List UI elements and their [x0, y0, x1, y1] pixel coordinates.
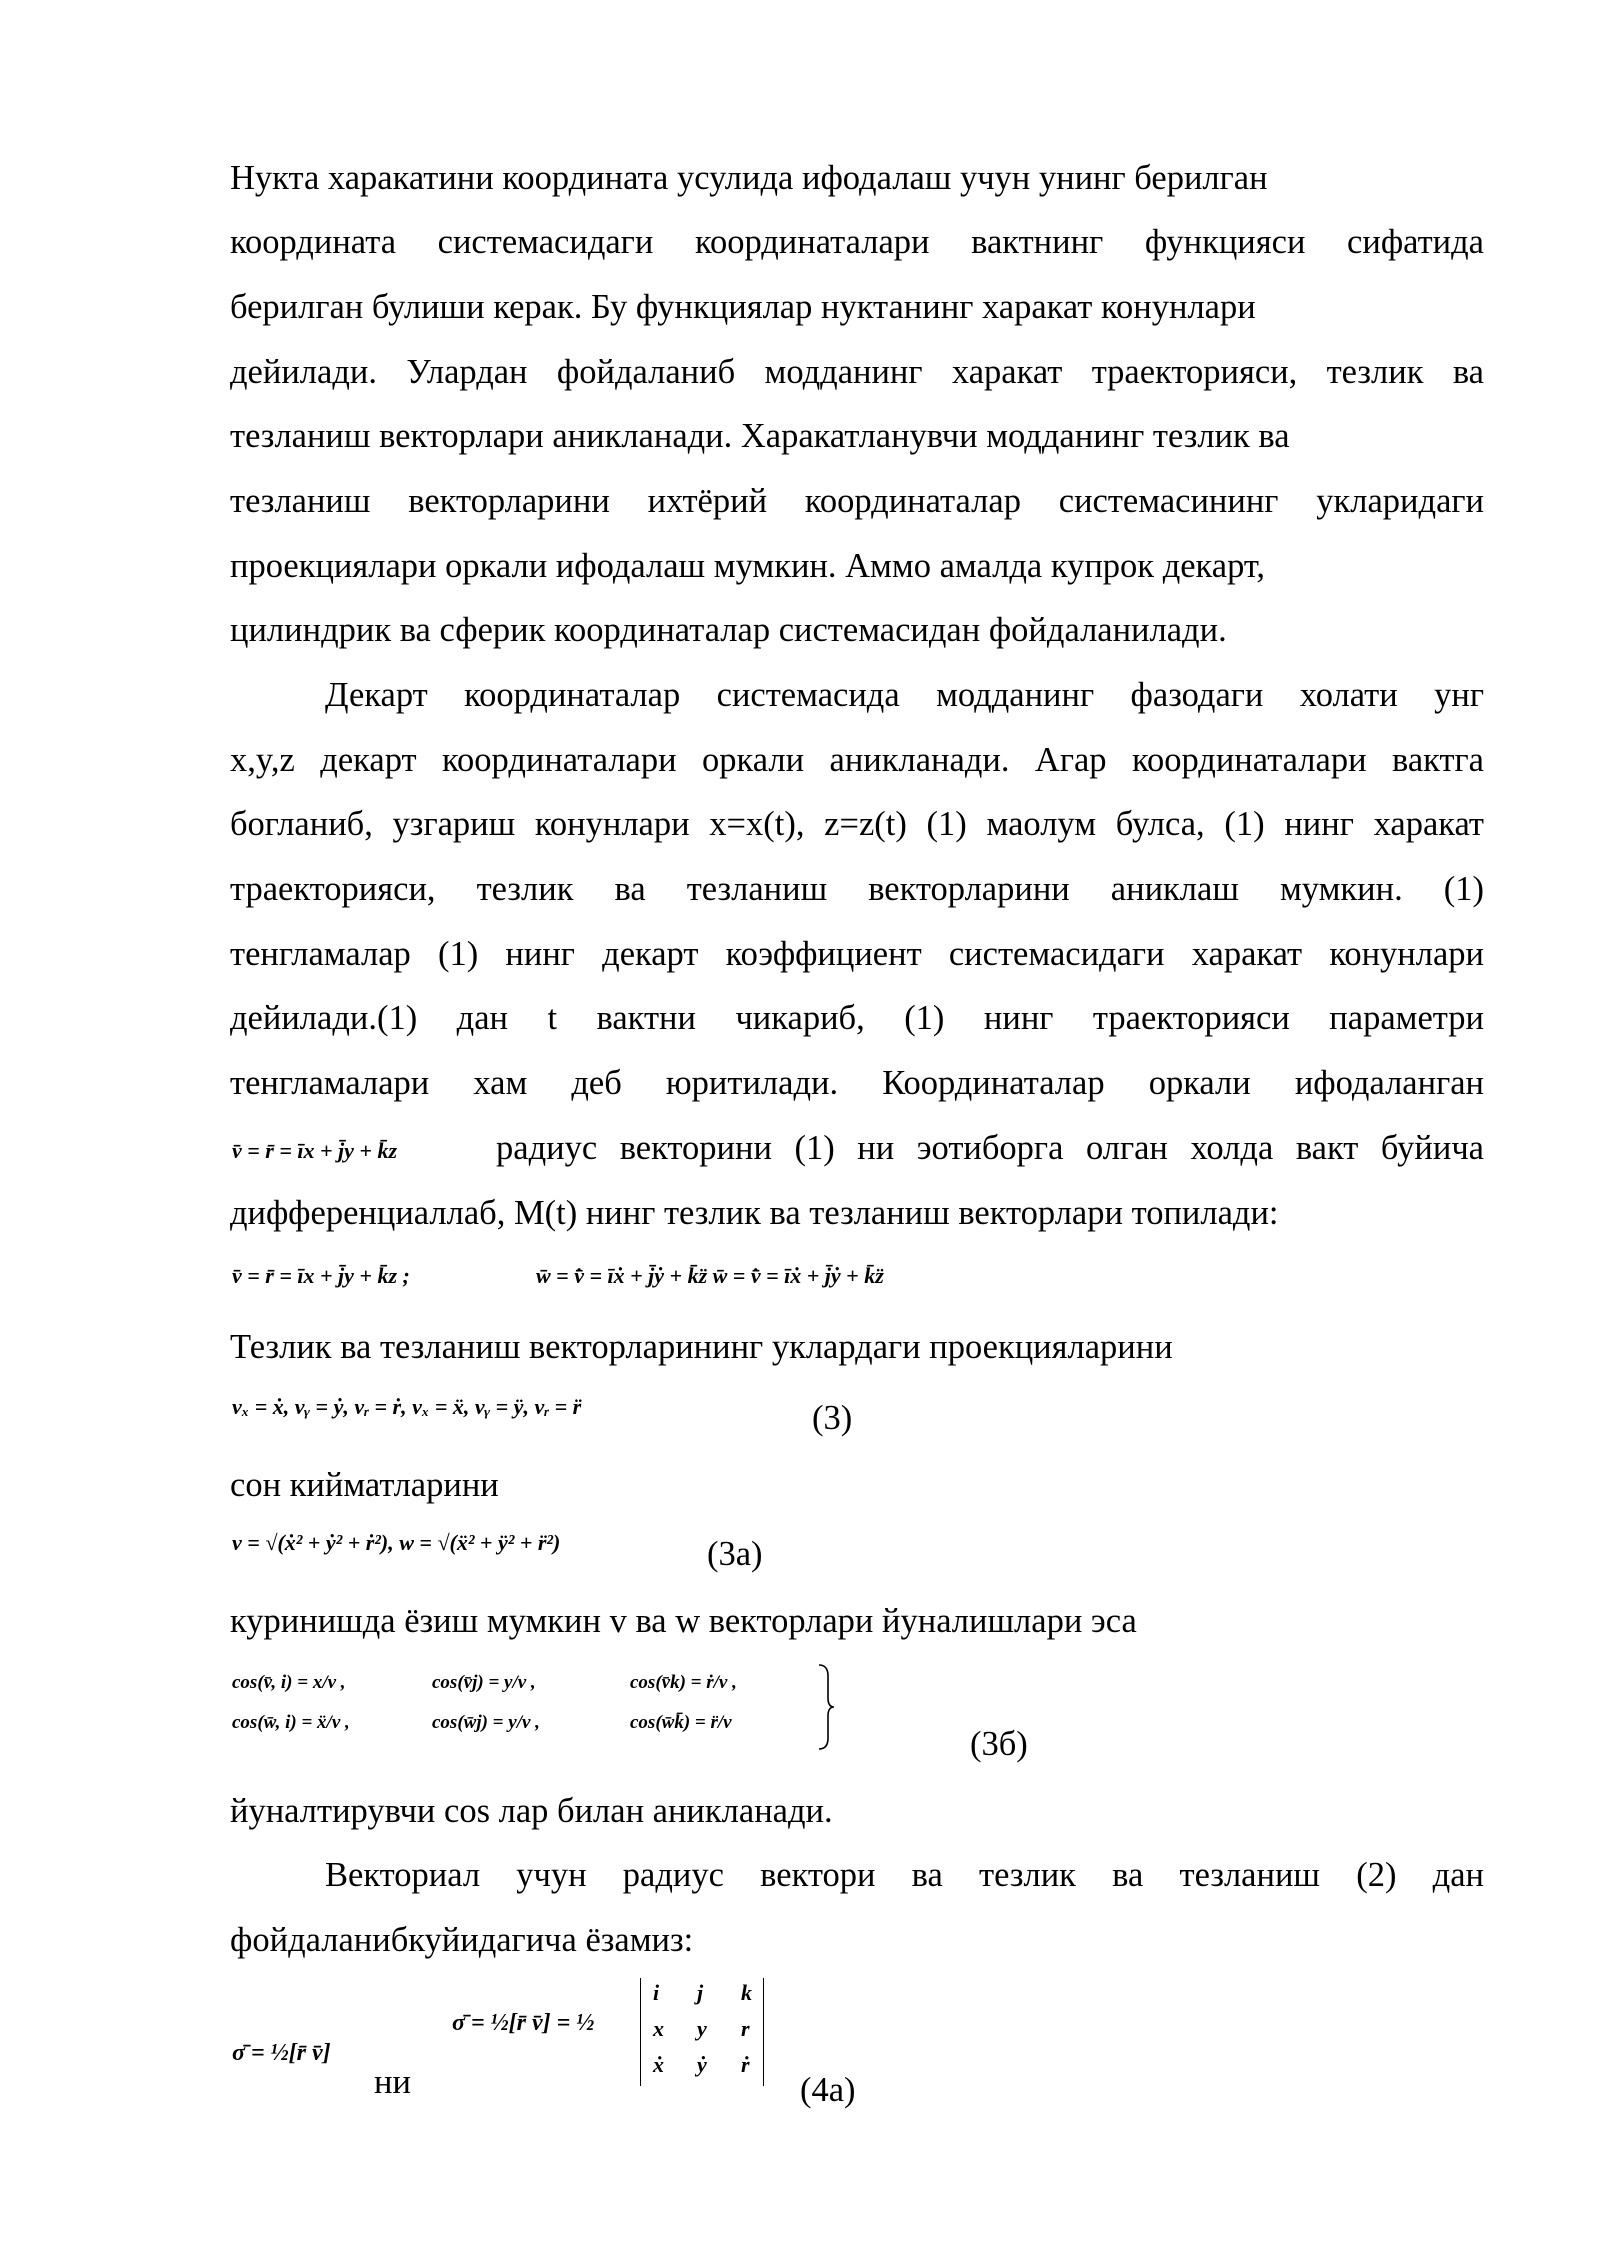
det-cell: k: [741, 1980, 752, 2005]
text-line: тенгламалари хам деб юритилади. Координаталар оркали ифодаланган: [230, 1064, 1484, 1102]
text-line: Тезлик ва тезланиш векторларининг уклардаги проекцияларини: [230, 1328, 1173, 1366]
radius-vector-equation: v̄ = r̄ = īx + j̄y + k̄z: [232, 1138, 398, 1163]
equation-number: (3): [812, 1399, 853, 1437]
det-cell: r: [741, 2016, 750, 2041]
det-cell: j: [697, 1980, 704, 2005]
projection-equations: vₓ = ẋ, vᵧ = ẏ, vᵣ = ṙ, vₓ = ẍ, vᵧ = ÿ, vᵣ = r̈: [232, 1394, 582, 1419]
text-line: дейилади. Улардан фойдаланиб модданинг харакат траекторияси, тезлик ва: [230, 353, 1484, 391]
acceleration-equation: w̄ = v̇̄ = īẋ + j̄ẏ + k̄z̈ w̄ = v̇̄ = īẋ + j̄ẏ + k̄z̈: [536, 1263, 884, 1288]
magnitude-equations: v = √(ẋ² + ẏ² + ṙ²), w = √(ẍ² + ÿ² + r̈²): [232, 1530, 561, 1555]
text-line: Декарт координаталар системасида модданинг фазодаги холати унг: [325, 676, 1484, 714]
text-line: траекторияси, тезлик ва тезланиш векторларини аниклаш мумкин. (1): [230, 870, 1484, 908]
equation-number: (4а): [800, 2071, 856, 2109]
right-brace: [816, 1662, 836, 1752]
equation-number: (3б): [970, 1725, 1028, 1763]
sigma-equation-right: σ̄ = ½[r̄ v̄] = ½: [452, 2010, 595, 2036]
text-line: проекциялари оркали ифодалаш мумкин. Аммо амалда купрок декарт,: [230, 547, 1266, 585]
cos-row-1-c: cos(v̄k) = ṙ/v ,: [630, 1672, 737, 1693]
cos-row-2-b: cos(w̄j) = y/v ,: [432, 1712, 540, 1733]
text-line: координата системасидаги координаталари вактнинг функцияси сифатида: [230, 223, 1484, 261]
determinant: [640, 1978, 764, 2086]
text-line: Векториал учун радиус вектори ва тезлик ва тезланиш (2) дан: [325, 1856, 1484, 1894]
text-line: сон кийматларини: [230, 1466, 499, 1504]
cos-row-2-c: cos(w̄k̄) = r̈/v: [630, 1712, 732, 1733]
det-cell: ẋ: [653, 2052, 664, 2077]
text-line: фойдаланибкуйидагича ёзамиз:: [230, 1921, 694, 1959]
cos-row-1-a: cos(v̄, i) = x/v ,: [232, 1672, 346, 1693]
text-line: тезланиш векторлари аникланади. Харакатланувчи модданинг тезлик ва: [230, 417, 1290, 455]
text-line: цилиндрик ва сферик координаталар системасидан фойдаланилади.: [230, 611, 1227, 649]
sigma-equation-left: σ̄ = ½[r̄ v̄]: [232, 2040, 331, 2066]
det-cell: i: [653, 1980, 660, 2005]
text-line: богланиб, узгариш конунлари x=x(t), z=z(t) (1) маолум булса, (1) нинг харакат: [230, 805, 1484, 843]
equation-number: (3а): [707, 1535, 763, 1573]
text-line: йуналтирувчи cos лар билан аникланади.: [230, 1792, 833, 1830]
det-cell: y: [697, 2016, 707, 2041]
text-line: тезланиш векторларини ихтёрий координаталар системасининг укларидаги: [230, 482, 1484, 520]
text-line: дифференциаллаб, M(t) нинг тезлик ва тезланиш векторлари топилади:: [230, 1194, 1279, 1232]
text-line: x,y,z декарт координаталари оркали аникланади. Агар координаталари вактга: [230, 741, 1484, 779]
det-cell: ẏ: [697, 2052, 707, 2077]
det-cell: ṙ: [741, 2052, 750, 2077]
text-line: тенгламалар (1) нинг декарт коэффициент системасидаги харакат конунлари: [230, 935, 1484, 973]
cos-row-2-a: cos(w̄, i) = ẍ/v ,: [232, 1712, 350, 1733]
text-line: Нукта харакатини координата усулида ифодалаш учун унинг берилган: [230, 159, 1268, 197]
text-line: куринишда ёзиш мумкин v ва w векторлари йуналишлари эса: [230, 1602, 1137, 1640]
text-line: радиус векторини (1) ни эотиборга олган холда вакт буйича: [496, 1129, 1484, 1167]
velocity-equation: v̄ = r̄ = īx + j̄y + k̄z ;: [232, 1263, 410, 1288]
text-ni: ни: [374, 2063, 411, 2101]
det-cell: x: [653, 2016, 664, 2041]
text-line: дейилади.(1) дан t вактни чикариб, (1) нинг траекторияси параметри: [230, 999, 1484, 1037]
text-line: берилган булиши керак. Бу функциялар нуктанинг харакат конунлари: [230, 288, 1256, 326]
cos-row-1-b: cos(v̄j) = y/v ,: [432, 1672, 536, 1693]
